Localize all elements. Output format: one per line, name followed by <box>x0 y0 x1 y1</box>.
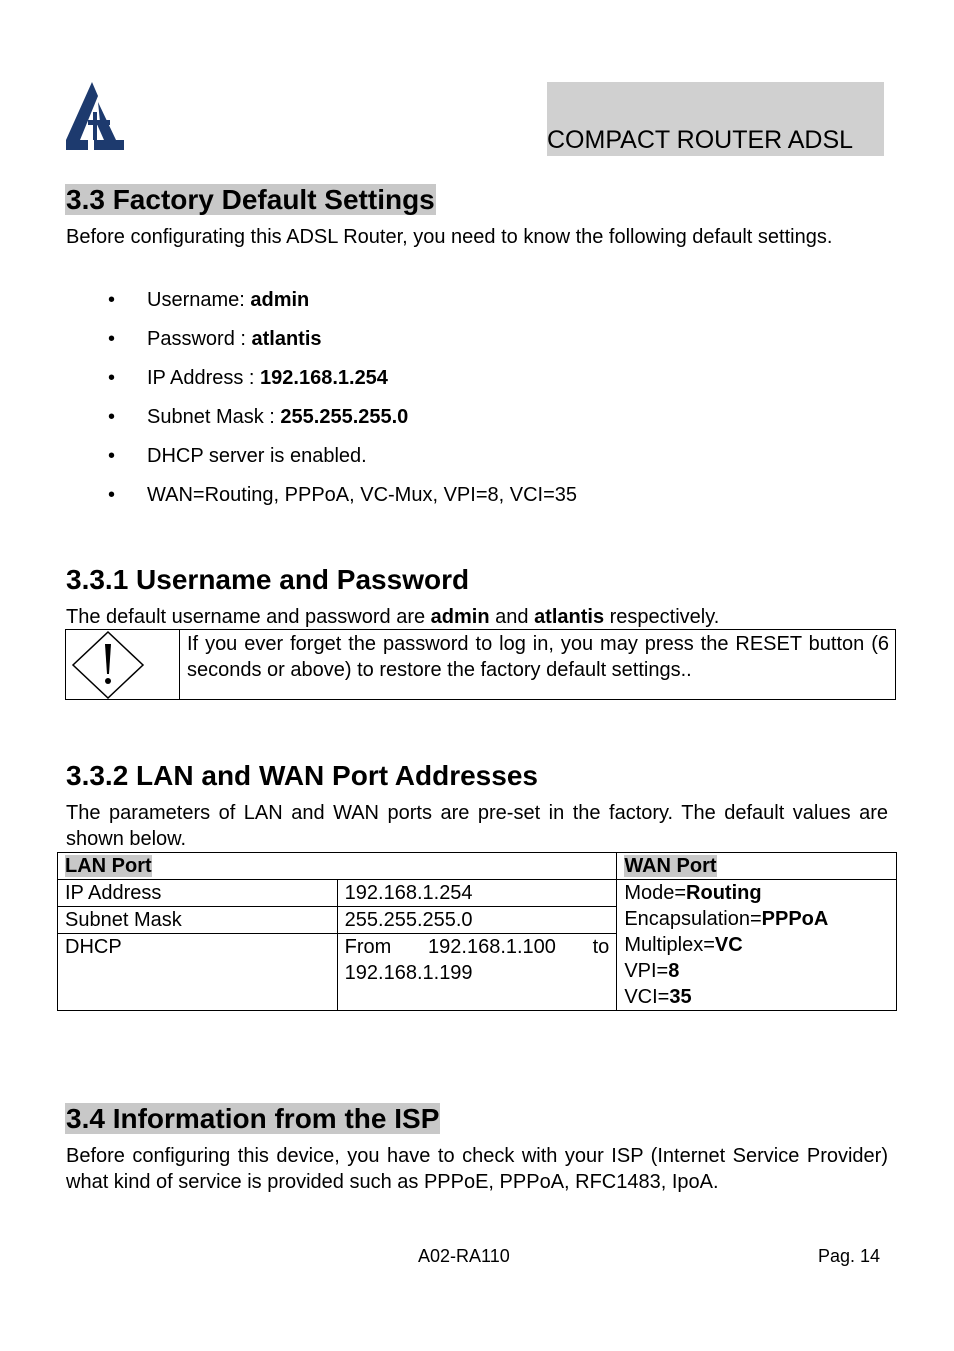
lan-header-cell: LAN Port <box>58 853 617 880</box>
table-row: DHCP From 192.168.1.100 to 192.168.1.199 <box>58 934 897 1011</box>
list-item: • DHCP server is enabled. <box>108 445 367 467</box>
section-3-4-text: Before configuring this device, you have to check with your ISP (Internet Service Provider) what kind of service is provided such as PPPoE, PPPoA, RFC1483, IpoA. <box>66 1145 888 1193</box>
table-row: Subnet Mask 255.255.255.0 <box>58 907 897 934</box>
list-item: • IP Address : 192.168.1.254 <box>108 367 388 389</box>
section-heading-3-3: 3.3 Factory Default Settings <box>66 184 435 215</box>
section-3-3-2-intro: The parameters of LAN and WAN ports are pre-set in the factory. The default values are shown below. <box>66 802 888 850</box>
warning-note-box <box>65 629 896 700</box>
section-heading-3-4: 3.4 Information from the ISP <box>66 1103 440 1134</box>
warning-text: If you ever forget the password to log in, you may press the RESET button (6 seconds or above) to restore the factory default settings.. <box>187 633 889 681</box>
section-heading-3-3-2: 3.3.2 LAN and WAN Port Addresses <box>66 760 538 791</box>
atlantis-a-logo-icon <box>66 82 124 150</box>
list-item: • Username: admin <box>108 289 310 311</box>
credentials-sentence: The default username and password are admin and atlantis respectively. <box>66 606 720 628</box>
wan-settings-cell: Mode=Routing Encapsulation=PPPoA Multiplex=VC VPI=8 VCI=35 <box>617 880 897 1011</box>
warning-diamond-icon <box>66 630 179 699</box>
list-item: • Password : atlantis <box>108 328 322 350</box>
warning-icon-cell <box>66 630 180 699</box>
list-item: • WAN=Routing, PPPoA, VC-Mux, VPI=8, VCI=35 <box>108 484 577 506</box>
footer-model: A02-RA110 <box>418 1246 510 1266</box>
table-row: IP Address 192.168.1.254 Mode=Routing Encapsulation=PPPoA Multiplex=VC VPI=8 VCI=35 <box>58 880 897 907</box>
footer-page-number: Pag. 14 <box>818 1246 881 1266</box>
wan-header-cell: WAN Port <box>617 853 897 880</box>
section-heading-3-3-1: 3.3.1 Username and Password <box>66 564 470 595</box>
default-settings-list <box>108 287 577 521</box>
port-addresses-table <box>57 852 897 1011</box>
document-title: COMPACT ROUTER ADSL <box>547 126 854 154</box>
section-3-3-intro: Before configurating this ADSL Router, you need to know the following default settings. <box>66 226 833 248</box>
list-item: • Subnet Mask : 255.255.255.0 <box>108 406 409 428</box>
